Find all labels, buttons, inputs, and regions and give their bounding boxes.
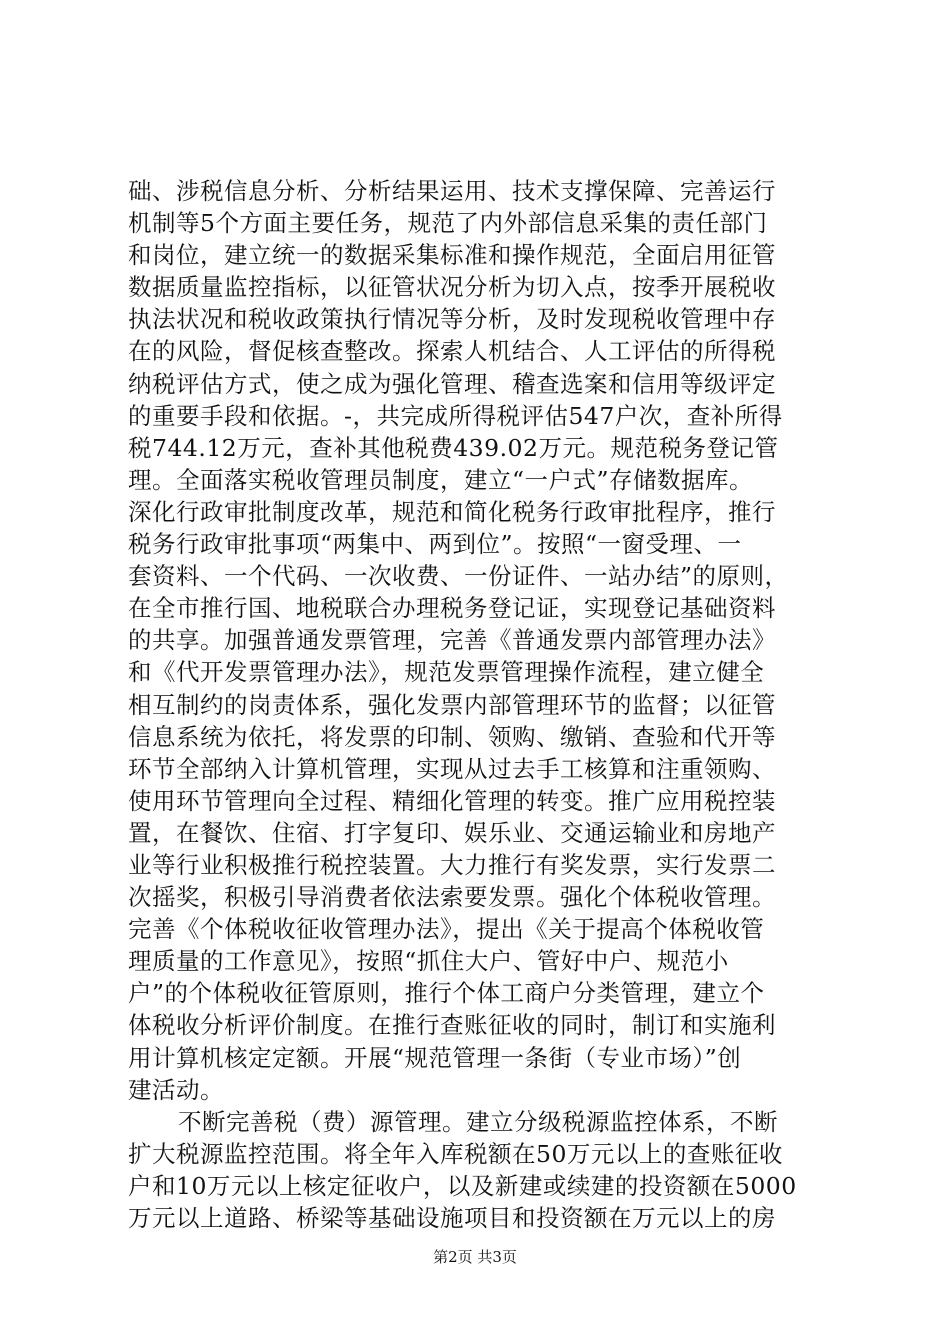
text-line: 使用环节管理向全过程、精细化管理的转变。推广应用税控装 [128, 786, 776, 815]
text-line: 税务行政审批事项“两集中、两到位”。按照“一窗受理、一 [128, 530, 742, 559]
text-line: 和《代开发票管理办法》，规范发票管理操作流程，建立健全 [128, 658, 765, 687]
text-line: 环节全部纳入计算机管理，实现从过去手工核算和注重领购、 [128, 754, 776, 783]
text-line: 纳税评估方式，使之成为强化管理、稽查选案和信用等级评定 [128, 369, 776, 398]
text-line: 用计算机核定定额。开展“规范管理一条街（专业市场）”创 [128, 1043, 742, 1072]
text-line: 的共享。加强普通发票管理，完善《普通发票内部管理办法》 [128, 626, 776, 655]
text-line: 体税收分析评价制度。在推行查账征收的同时，制订和实施利 [128, 1011, 776, 1040]
text-line: 扩大税源监控范围。将全年入库税额在50万元以上的查账征收 [128, 1139, 783, 1168]
text-line: 数据质量监控指标，以征管状况分析为切入点，按季开展税收 [128, 273, 776, 302]
text-line: 和岗位，建立统一的数据采集标准和操作规范，全面启用征管 [128, 241, 776, 270]
text-line: 机制等5个方面主要任务，规范了内外部信息采集的责任部门 [128, 209, 768, 238]
text-line: 信息系统为依托，将发票的印制、领购、缴销、查验和代开等 [128, 722, 776, 751]
text-line: 完善《个体税收征收管理办法》，提出《关于提高个体税收管 [128, 915, 765, 944]
text-line: 建活动。 [128, 1075, 224, 1104]
text-line: 理质量的工作意见》，按照“抓住大户、管好中户、规范小 [128, 947, 729, 976]
text-line: 套资料、一个代码、一次收费、一份证件、一站办结”的原则， [128, 562, 789, 591]
text-line: 深化行政审批制度改革，规范和简化税务行政审批程序，推行 [128, 497, 776, 526]
text-line: 万元以上道路、桥梁等基础设施项目和投资额在万元以上的房 [128, 1204, 776, 1232]
body-text [128, 175, 828, 1234]
text-line: 在的风险，督促核查整改。探索人机结合、人工评估的所得税 [128, 337, 776, 366]
text-line: 税744.12万元，查补其他税费439.02万元。规范税务登记管 [128, 433, 779, 462]
page-footer: 第2页 共3页 [433, 1248, 517, 1266]
text-line: 相互制约的岗责体系，强化发票内部管理环节的监督；以征管 [128, 690, 776, 719]
text-line: 次摇奖，积极引导消费者依法索要发票。强化个体税收管理。 [128, 883, 776, 912]
text-line: 在全市推行国、地税联合办理税务登记证，实现登记基础资料 [128, 594, 776, 623]
paragraph-start-line: 不断完善税（费）源管理。建立分级税源监控体系，不断 [178, 1107, 778, 1136]
text-line: 置，在餐饮、住宿、打字复印、娱乐业、交通运输业和房地产 [128, 818, 776, 847]
text-line: 的重要手段和依据。-，共完成所得税评估547户次，查补所得 [128, 401, 783, 430]
text-line: 执法状况和税收政策执行情况等分析，及时发现税收管理中存 [128, 305, 776, 334]
text-line: 业等行业积极推行税控装置。大力推行有奖发票，实行发票二 [128, 850, 776, 879]
text-line: 理。全面落实税收管理员制度，建立“一户式”存储数据库。 [128, 465, 754, 494]
text-line: 户和10万元以上核定征收户，以及新建或续建的投资额在5000 [128, 1171, 797, 1200]
text-line: 户”的个体税收征管原则，推行个体工商户分类管理，建立个 [128, 979, 765, 1008]
text-line: 础、涉税信息分析、分析结果运用、技术支撑保障、完善运行 [128, 177, 776, 205]
